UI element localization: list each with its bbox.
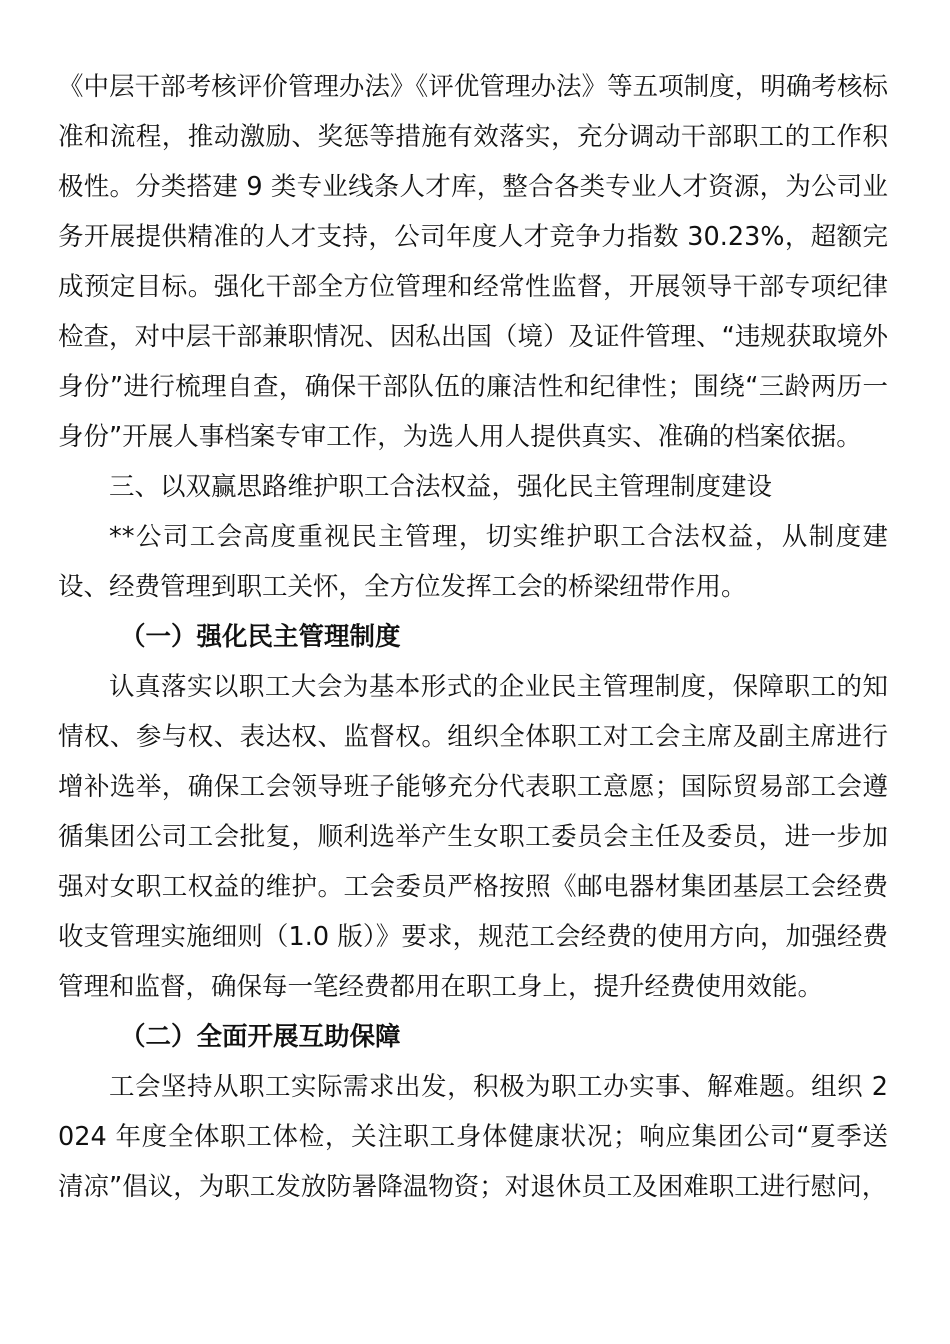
section-heading-3: 三、以双赢思路维护职工合法权益，强化民主管理制度建设 bbox=[109, 472, 773, 502]
body-paragraph-democratic-management: 认真落实以职工大会为基本形式的企业民主管理制度，保障职工的知情权、参与权、表达权、监督权。组织全体职工对工会主席及副主席进行增补选举，确保工会领导班子能够充分代表职工意愿；国际贸易部工会遵循集团公司工会批复，顺利选举产生女职工委员会主任及委员，进一步加强对女职工权益的维护。工会委员严格按照《邮电器材集团基层工会经费收支管理实施细则（1.0 版）》要求，规范工会经费的使用方向，加强经费管理和监督，确保每一笔经费都用在职工身上，提升经费使用效能。 bbox=[58, 672, 888, 1002]
subheading-mutual-aid: （二）全面开展互助保障 bbox=[120, 1022, 401, 1052]
body-paragraph-union-intro: **公司工会高度重视民主管理，切实维护职工合法权益，从制度建设、经费管理到职工关怀，全方位发挥工会的桥梁纽带作用。 bbox=[58, 522, 888, 602]
subheading-democratic-management: （一）强化民主管理制度 bbox=[120, 622, 401, 652]
body-paragraph-continued: 《中层干部考核评价管理办法》《评优管理办法》等五项制度，明确考核标准和流程，推动激励、奖惩等措施有效落实，充分调动干部职工的工作积极性。分类搭建 9 类专业线条人才库，整合各类专业人才资源，为公司业务开展提供精准的人才支持，公司年度人才竞争力指数 30.23%，超额完成预定目标。强化干部全方位管理和经常性监督，开展领导干部专项纪律检查，对中层干部兼职情况、因私出国（境）及证件管理、“违规获取境外身份”进行梳理自查，确保干部队伍的廉洁性和纪律性；围绕“三龄两历一身份”开展人事档案专审工作，为选人用人提供真实、准确的档案依据。 bbox=[58, 72, 888, 452]
body-paragraph-mutual-aid: 工会坚持从职工实际需求出发，积极为职工办实事、解难题。组织 2024 年度全体职工体检，关注职工身体健康状况；响应集团公司“夏季送清凉”倡议，为职工发放防暑降温物资；对退休员工及困难职工进行慰问， bbox=[58, 1072, 888, 1202]
